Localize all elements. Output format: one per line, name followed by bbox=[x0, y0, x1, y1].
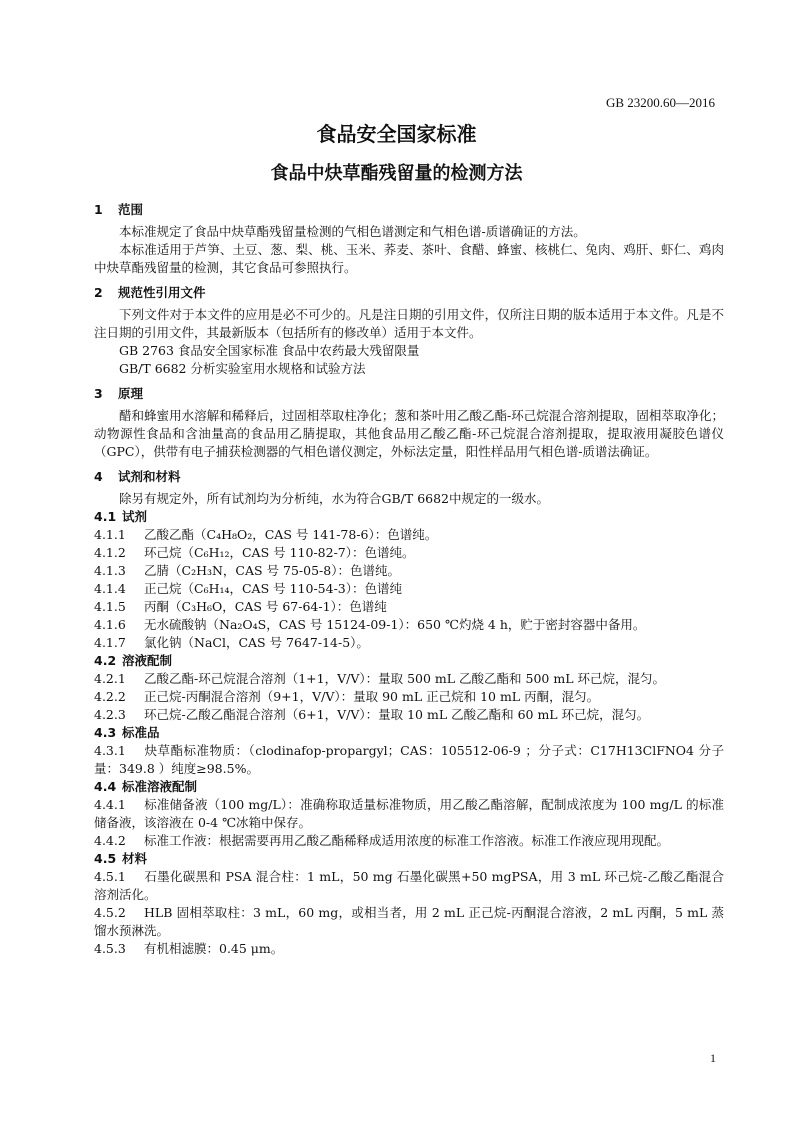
subsection-number: 4.2 bbox=[94, 653, 117, 668]
subsection-title: 溶液配制 bbox=[122, 653, 173, 668]
subsection-number: 4.4 bbox=[94, 779, 117, 794]
clause-text: 环己烷-乙酸乙酯混合溶剂（6+1，V/V）：量取 10 mL 乙酸乙酯和 60 mL 环己烷，混匀。 bbox=[144, 707, 650, 722]
clause-text: 有机相滤膜：0.45 μm。 bbox=[144, 941, 284, 956]
clause-text: 乙酸乙酯（C₄H₈O₂，CAS 号 141-78-6）：色谱纯。 bbox=[144, 527, 438, 542]
clause-text: 氯化钠（NaCl，CAS 号 7647-14-5）。 bbox=[144, 635, 369, 650]
section-title: 规范性引用文件 bbox=[118, 285, 206, 300]
clause-item bbox=[94, 688, 724, 706]
subsection-heading-4-1 bbox=[94, 508, 724, 526]
subsection-number: 4.1 bbox=[94, 509, 117, 524]
reference-item: GB/T 6682 分析实验室用水规格和试验方法 bbox=[119, 361, 366, 376]
section-number: 4 bbox=[94, 469, 103, 484]
paragraph: 醋和蜂蜜用水溶解和稀释后，过固相萃取柱净化；葱和茶叶用乙酸乙酯-环己烷混合溶剂提取，固相萃取净化；动物源性食品和含油量高的食品用乙腈提取，其他食品用乙酸乙酯-环己烷混合溶剂提取，提取液用凝胶色谱仪（GPC），供带有电子捕获检测器的气相色谱仪测定，外标法定量，阳性样品用气相色谱-质谱法确证。 bbox=[94, 408, 724, 459]
clause-text: 标准工作液：根据需要再用乙酸乙酯稀释成适用浓度的标准工作溶液。标准工作液应现用现配。 bbox=[144, 833, 670, 848]
section-heading-3 bbox=[94, 385, 724, 403]
clause-number: 4.1.1 bbox=[94, 527, 126, 542]
clause-number: 4.5.2 bbox=[94, 905, 126, 920]
clause-number: 4.1.2 bbox=[94, 545, 126, 560]
clause-text: 正己烷-丙酮混合溶剂（9+1，V/V）：量取 90 mL 正己烷和 10 mL 丙酮，混匀。 bbox=[144, 689, 600, 704]
clause-number: 4.2.3 bbox=[94, 707, 126, 722]
subsection-heading-4-2 bbox=[94, 652, 724, 670]
reference-item: GB 2763 食品安全国家标准 食品中农药最大残留限量 bbox=[119, 343, 420, 358]
clause-item bbox=[94, 562, 724, 580]
clause-item bbox=[94, 868, 724, 904]
clause-item bbox=[94, 940, 724, 958]
clause-item bbox=[94, 832, 724, 850]
clause-text: 丙酮（C₃H₆O，CAS 号 67-64-1）：色谱纯 bbox=[144, 599, 387, 614]
clause-number: 4.5.1 bbox=[94, 869, 126, 884]
clause-number: 4.4.2 bbox=[94, 833, 126, 848]
subsection-heading-4-3 bbox=[94, 724, 724, 742]
clause-item bbox=[94, 616, 724, 634]
clause-number: 4.2.2 bbox=[94, 689, 126, 704]
paragraph: 本标准规定了食品中炔草酯残留量检测的气相色谱测定和气相色谱-质谱确证的方法。 bbox=[119, 224, 586, 239]
subsection-number: 4.5 bbox=[94, 851, 117, 866]
clause-number: 4.1.5 bbox=[94, 599, 126, 614]
clause-item bbox=[94, 634, 724, 652]
page-number: 1 bbox=[710, 1051, 716, 1065]
clause-text: 环己烷（C₆H₁₂，CAS 号 110-82-7）：色谱纯。 bbox=[144, 545, 415, 560]
section-heading-4 bbox=[94, 468, 724, 486]
clause-number: 4.1.3 bbox=[94, 563, 126, 578]
clause-text: 乙腈（C₂H₃N，CAS 号 75-05-8）：色谱纯。 bbox=[144, 563, 400, 578]
paragraph: 除另有规定外，所有试剂均为分析纯，水为符合GB/T 6682中规定的一级水。 bbox=[119, 491, 550, 506]
clause-text: 炔草酯标准物质：（clodinafop-propargyl；CAS：105512-06-9 ；分子式：C17H13ClFNO4 分子量：349.8 ）纯度≥98.5%。 bbox=[94, 743, 724, 776]
paragraph: 本标准适用于芦笋、土豆、葱、梨、桃、玉米、荞麦、茶叶、食醋、蜂蜜、核桃仁、兔肉、鸡肝、虾仁、鸡肉中炔草酯残留量的检测，其它食品可参照执行。 bbox=[94, 242, 724, 275]
section-number: 1 bbox=[94, 202, 103, 217]
clause-item bbox=[94, 742, 724, 778]
section-heading-2 bbox=[94, 284, 724, 302]
clause-number: 4.3.1 bbox=[94, 743, 126, 758]
clause-text: 乙酸乙酯-环己烷混合溶剂（1+1，V/V）：量取 500 mL 乙酸乙酯和 500 mL 环己烷，混匀。 bbox=[144, 671, 665, 686]
subsection-title: 标准溶液配制 bbox=[122, 779, 198, 794]
subsection-title: 材料 bbox=[122, 851, 148, 866]
clause-item bbox=[94, 796, 724, 832]
clause-item bbox=[94, 670, 724, 688]
document-body bbox=[94, 201, 724, 958]
paragraph: 下列文件对于本文件的应用是必不可少的。凡是注日期的引用文件，仅所注日期的版本适用于本文件。凡是不注日期的引用文件，其最新版本（包括所有的修改单）适用于本文件。 bbox=[94, 307, 724, 340]
subsection-title: 标准品 bbox=[122, 725, 160, 740]
clause-item bbox=[94, 526, 724, 544]
clause-text: HLB 固相萃取柱：3 mL，60 mg，或相当者，用 2 mL 正己烷-丙酮混合溶液，2 mL 丙酮，5 mL 蒸馏水预淋洗。 bbox=[94, 905, 724, 938]
clause-text: 石墨化碳黑和 PSA 混合柱：1 mL，50 mg 石墨化碳黑+50 mgPSA，用 3 mL 环己烷-乙酸乙酯混合溶剂活化。 bbox=[94, 869, 724, 902]
clause-number: 4.2.1 bbox=[94, 671, 126, 686]
subsection-number: 4.3 bbox=[94, 725, 117, 740]
clause-number: 4.5.3 bbox=[94, 941, 126, 956]
clause-text: 标准储备液（100 mg/L）：准确称取适量标准物质，用乙酸乙酯溶解，配制成浓度为 100 mg/L 的标准储备液，该溶液在 0-4 ℃冰箱中保存。 bbox=[94, 797, 724, 830]
clause-text: 正己烷（C₆H₁₄，CAS 号 110-54-3）：色谱纯 bbox=[144, 581, 403, 596]
standard-number: GB 23200.60—2016 bbox=[605, 95, 715, 110]
section-number: 3 bbox=[94, 386, 103, 401]
clause-item bbox=[94, 706, 724, 724]
clause-item bbox=[94, 544, 724, 562]
section-title: 原理 bbox=[118, 386, 144, 401]
subsection-heading-4-5 bbox=[94, 850, 724, 868]
clause-number: 4.1.7 bbox=[94, 635, 126, 650]
clause-item bbox=[94, 580, 724, 598]
section-title: 试剂和材料 bbox=[118, 469, 181, 484]
clause-number: 4.1.4 bbox=[94, 581, 126, 596]
clause-number: 4.1.6 bbox=[94, 617, 126, 632]
document-subtitle: 食品中炔草酯残留量的检测方法 bbox=[270, 163, 523, 184]
section-number: 2 bbox=[94, 285, 103, 300]
subsection-heading-4-4 bbox=[94, 778, 724, 796]
section-title: 范围 bbox=[118, 202, 144, 217]
subsection-title: 试剂 bbox=[122, 509, 148, 524]
clause-number: 4.4.1 bbox=[94, 797, 126, 812]
clause-item bbox=[94, 598, 724, 616]
clause-item bbox=[94, 904, 724, 940]
document-title: 食品安全国家标准 bbox=[316, 122, 477, 146]
clause-text: 无水硫酸钠（Na₂O₄S，CAS 号 15124-09-1）：650 ℃灼烧 4 h，贮于密封容器中备用。 bbox=[144, 617, 646, 632]
section-heading-1 bbox=[94, 201, 724, 219]
